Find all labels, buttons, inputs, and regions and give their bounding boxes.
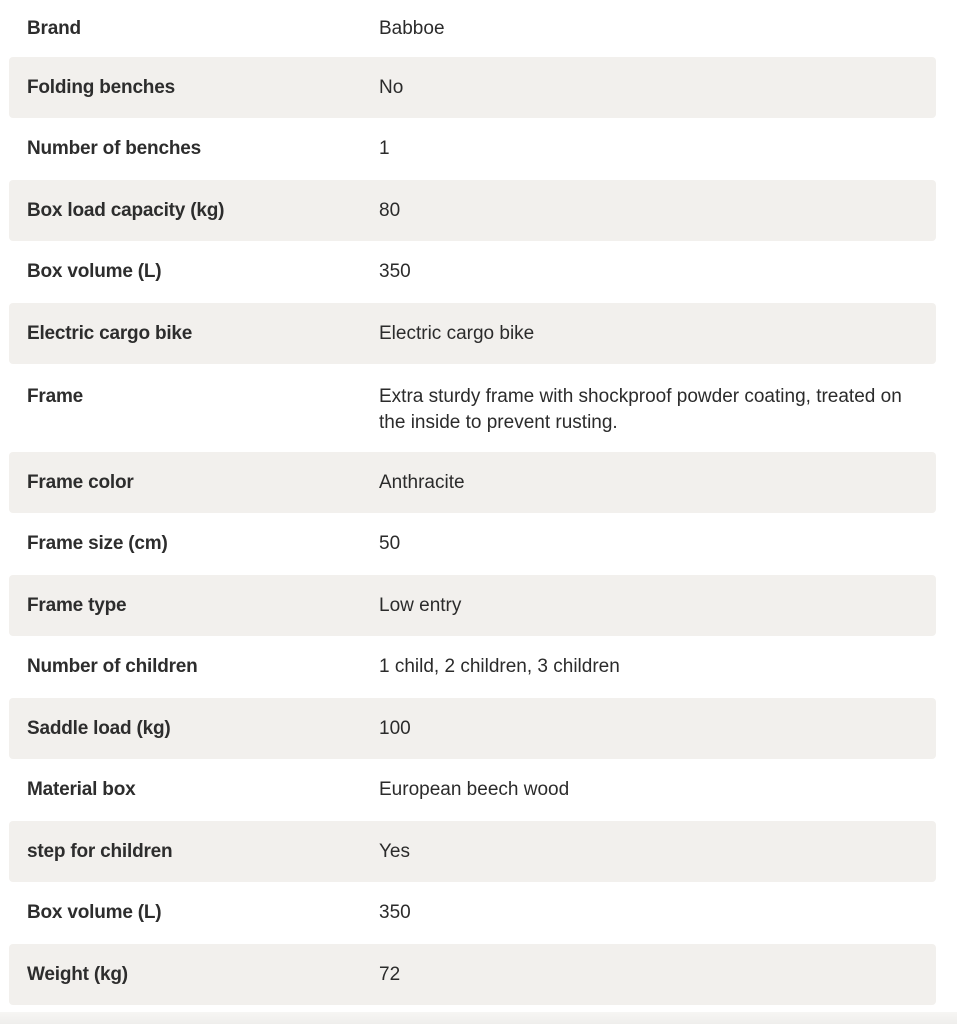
spec-label: Electric cargo bike [27,322,193,344]
spec-label: Saddle load (kg) [27,717,171,739]
spec-row-frame-size [9,513,936,575]
spec-label: Frame type [27,594,127,616]
spec-label: Number of children [27,656,198,677]
spec-value: 100 [379,717,411,739]
spec-value: No [379,76,404,98]
page-bottom-edge [0,1012,957,1024]
spec-value: 350 [379,902,411,923]
spec-label: Frame color [27,471,134,493]
spec-value: 80 [379,199,401,221]
spec-label: Box volume (L) [27,261,162,282]
spec-row-weight [9,944,936,1005]
spec-label: Frame [27,386,84,407]
spec-row-number-of-children [9,636,936,698]
spec-value: Low entry [379,594,462,616]
spec-row-saddle-load [9,698,936,759]
spec-row-folding-benches [9,57,936,118]
spec-label: Box volume (L) [27,902,162,923]
spec-row-electric-cargo-bike [9,303,936,364]
specifications-table [9,0,936,1005]
spec-row-frame-type [9,575,936,636]
spec-value: Yes [379,840,410,862]
spec-value: 50 [379,533,401,554]
spec-row-frame-color [9,452,936,513]
spec-row-frame [9,364,936,452]
spec-row-box-volume-2 [9,882,936,944]
spec-value: 1 child, 2 children, 3 children [379,656,620,677]
spec-row-brand [9,0,936,57]
spec-row-material-box [9,759,936,821]
spec-label: step for children [27,840,173,862]
spec-label: Folding benches [27,76,175,98]
spec-row-box-load-capacity [9,180,936,241]
spec-label: Frame size (cm) [27,533,168,554]
spec-value: Extra sturdy frame with shockproof powder coating, treated on the inside to prevent rusting. [379,386,902,433]
spec-value: 350 [379,261,411,282]
spec-label: Material box [27,779,136,800]
spec-value: 1 [379,138,390,159]
spec-value: European beech wood [379,779,570,800]
spec-value: 72 [379,963,401,985]
spec-value: Anthracite [379,471,465,493]
spec-label: Number of benches [27,138,201,159]
spec-row-number-of-benches [9,118,936,180]
spec-row-step-for-children [9,821,936,882]
spec-value: Electric cargo bike [379,322,535,344]
spec-value: Babboe [379,17,445,39]
spec-label: Brand [27,17,81,39]
spec-label: Box load capacity (kg) [27,199,225,221]
spec-row-box-volume [9,241,936,303]
spec-label: Weight (kg) [27,963,128,985]
